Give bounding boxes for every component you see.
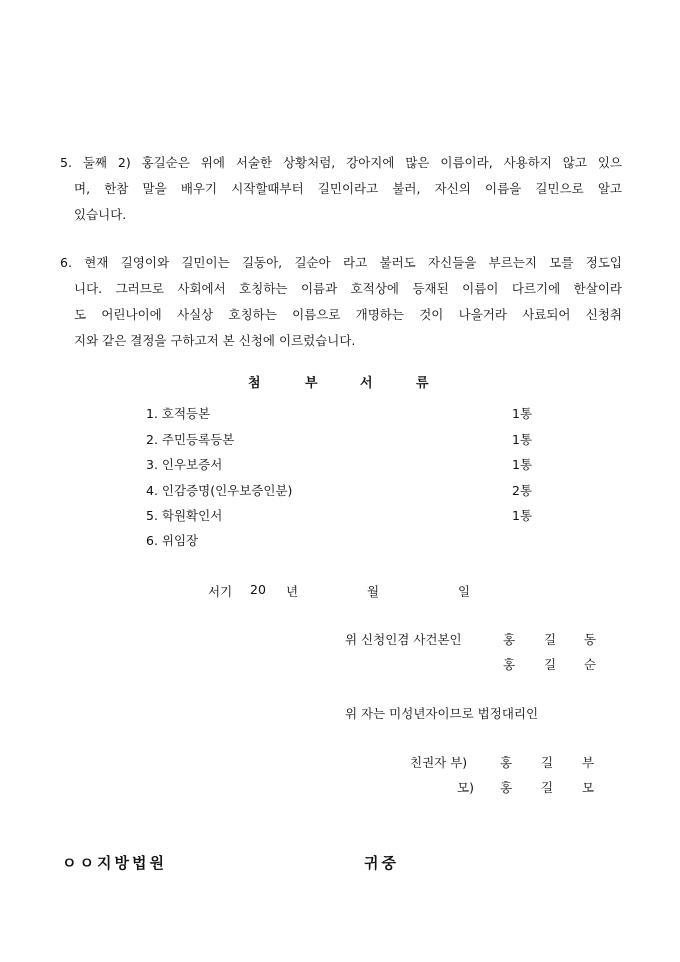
date-year: 20 — [250, 582, 266, 597]
paragraph-6-line-1: 6. 현재 길영이와 길민이는 길동아, 길순아 라고 불러도 자신들을 부르는지 모를 정도입 — [60, 255, 622, 270]
applicant-2-char-3: 순 — [584, 657, 597, 672]
attachment-count: 1통 — [512, 406, 533, 421]
attachments-title-char-2: 부 — [305, 376, 318, 391]
attachments-title — [0, 372, 680, 392]
attachments-title-char-3: 서 — [360, 376, 373, 391]
guardian-statement: 위 자는 미성년자이므로 법정대리인 — [345, 706, 539, 721]
mother-label: 모) — [457, 780, 474, 795]
paragraph-6-line-2: 니다. 그러므로 사회에서 호칭하는 이름과 호적상에 등재된 이름이 다르기에 한살이라 — [74, 281, 622, 296]
attachment-name: 2. 주민등록등본 — [146, 432, 235, 447]
paragraph-5-line-2: 며, 한참 말을 배우기 시작할때부터 길민이라고 불러, 자신의 이름을 길민으로 알고 — [74, 181, 622, 196]
court-name: ㅇㅇ지방법원 — [62, 854, 167, 872]
applicant-1-char-2: 길 — [544, 632, 557, 647]
attachments-title-char-1: 첨 — [248, 376, 261, 391]
applicant-1-char-3: 동 — [584, 632, 597, 647]
applicants-label: 위 신청인겸 사건본인 — [345, 632, 462, 647]
attachment-name: 6. 위임장 — [146, 533, 199, 548]
paragraph-6-line-4: 지와 같은 결정을 구하고저 본 신청에 이르렀습니다. — [74, 333, 356, 348]
attachment-item — [146, 481, 536, 505]
addressee: 귀중 — [364, 854, 399, 872]
attachment-name: 1. 호적등본 — [146, 406, 211, 421]
attachments-title-char-4: 류 — [416, 376, 429, 391]
paragraph-6 — [60, 250, 622, 354]
attachment-count: 1통 — [512, 508, 533, 523]
attachment-item — [146, 430, 536, 454]
paragraph-5 — [60, 150, 622, 228]
attachment-item — [146, 506, 536, 530]
attachment-count: 1통 — [512, 432, 533, 447]
attachment-count: 2통 — [512, 483, 533, 498]
applicant-2-char-2: 길 — [544, 657, 557, 672]
father-char-2: 길 — [541, 755, 554, 770]
father-char-3: 부 — [582, 755, 595, 770]
father-label: 친권자 부) — [410, 755, 468, 770]
attachment-name: 5. 학원확인서 — [146, 508, 223, 523]
date-month-unit: 월 — [367, 584, 380, 599]
attachment-item — [146, 455, 536, 479]
date-era: 서기 — [208, 584, 233, 599]
paragraph-5-line-1: 5. 둘째 2) 홍길순은 위에 서술한 상황처럼, 강아지에 많은 이름이라, 사용하지 않고 있으 — [60, 155, 622, 170]
applicant-1-char-1: 홍 — [503, 632, 516, 647]
father-char-1: 홍 — [500, 755, 513, 770]
date-year-unit: 년 — [286, 584, 299, 599]
mother-char-3: 모 — [582, 780, 595, 795]
attachment-item — [146, 404, 536, 428]
paragraph-5-line-3: 있습니다. — [74, 207, 127, 222]
mother-char-1: 홍 — [500, 780, 513, 795]
applicant-2-char-1: 홍 — [503, 657, 516, 672]
attachment-name: 4. 인감증명(인우보증인분) — [146, 483, 293, 498]
date-day-unit: 일 — [458, 584, 471, 599]
attachment-count: 1통 — [512, 457, 533, 472]
paragraph-6-line-3: 도 어린나이에 사실상 호칭하는 이름으로 개명하는 것이 나을거라 사료되어 신청취 — [74, 307, 622, 322]
attachment-name: 3. 인우보증서 — [146, 457, 223, 472]
mother-char-2: 길 — [541, 780, 554, 795]
attachment-item — [146, 531, 536, 555]
